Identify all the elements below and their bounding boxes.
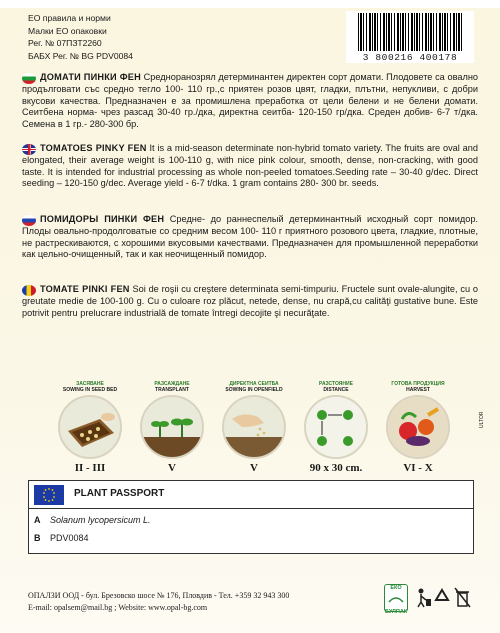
step-value: V bbox=[250, 462, 258, 474]
description-en bbox=[22, 143, 478, 190]
description-ru bbox=[22, 214, 478, 261]
barcode-bars bbox=[358, 13, 462, 51]
description-bg bbox=[22, 72, 478, 131]
spacing-icon bbox=[304, 395, 368, 459]
eko-label: БУЛПАК bbox=[385, 609, 408, 615]
title-ro: TOMATE PINKI FEN bbox=[40, 284, 130, 294]
header-line: Рег. № 07ПЗТ2260 bbox=[28, 38, 102, 48]
step-caption: ЗАСЯВАНЕ bbox=[76, 381, 104, 387]
recycling-icons bbox=[412, 586, 472, 608]
contact-line: E-mail: opalsem@mail.bg ; Website: www.opal-bg.com bbox=[28, 603, 208, 612]
step-value: II - III bbox=[74, 462, 106, 474]
step-caption: ДИРЕКТНА СЕИТБА bbox=[229, 381, 279, 387]
barcode-number: 3 800216 400178 bbox=[362, 52, 458, 63]
barcode bbox=[346, 11, 474, 63]
seed-tray-icon bbox=[58, 395, 122, 459]
registration-code: PDV0084 bbox=[50, 533, 89, 543]
text-ru: Средне- до раннеспелый детерминантный исходный сорт помидор. Плоды овально-продолговатые со средним весом 100- 110 г приятного розового цвета, гладкие, плотные, не растрескиваются, с хорошими вкусовыми качествами. Предназначен для промышленной переработки как цельно-очищенный, так и как неочищенный помидор. bbox=[22, 214, 478, 260]
text-en: It is a mid-season determinate non-hybrid tomato variety. The fruits are oval and elongated, their average weight is 100-110 g, with nice pink colour, smooth, dense, non-cracking, with good taste. It is intended for industrial processing as whole non-peeled tomatoes.Seeding rate – 30-40 g/dec. Direct seeding – 120-150 g/dec. Average yield - 6-7 t/dka. 1 gram contains 280- 300 br. seeds. bbox=[22, 143, 479, 189]
eko-label: ЕКО bbox=[390, 585, 402, 591]
step-caption: TRANSPLANT bbox=[155, 387, 189, 393]
hand-sowing-icon bbox=[222, 395, 286, 459]
step-sowing bbox=[52, 381, 128, 474]
step-value: VI - X bbox=[403, 462, 433, 474]
passport-title: PLANT PASSPORT bbox=[74, 488, 165, 499]
growing-steps bbox=[52, 381, 472, 481]
step-distance bbox=[298, 381, 374, 474]
passport-row-a bbox=[34, 515, 151, 525]
address-line: ОПАЛЗИ ООД - бул. Брезовско шосе № 176, Пловдив - Тел. +359 32 943 300 bbox=[28, 591, 290, 600]
title-bg: ДОМАТИ ПИНКИ ФЕН bbox=[40, 72, 141, 82]
step-caption: DISTANCE bbox=[323, 387, 349, 393]
seedling-icon bbox=[140, 395, 204, 459]
title-ru: ПОМИДОРЫ ПИНКИ ФЕН bbox=[40, 214, 165, 224]
eu-flag-icon bbox=[34, 485, 64, 505]
company-footer bbox=[28, 590, 289, 614]
text-ro: Soi de roşii cu creştere determinata semi-timpuriu. Fructele sunt ovale-alungite, cu o greutate medie de 100-100 g. Cu o culoare roz plăcut, netede, dense, nu crapă,cu calităţi gustative bune. Este potrivit pentru prelucrare industrială de tomate întregi decojite şi necurăţate. bbox=[22, 284, 478, 318]
step-value: 90 x 30 cm. bbox=[309, 462, 363, 474]
description-ro bbox=[22, 284, 478, 319]
botanical-name: Solanum lycopersicum L. bbox=[50, 515, 151, 525]
tidyman-icon bbox=[418, 589, 431, 608]
divider bbox=[29, 508, 473, 509]
step-caption: ГОТОВА ПРОДУКЦИЯ bbox=[391, 381, 445, 387]
perforated-edge bbox=[0, 0, 500, 8]
step-caption: SOWING IN OPENFIELD bbox=[225, 387, 283, 393]
step-value: V bbox=[168, 462, 176, 474]
uk-flag-icon bbox=[22, 144, 36, 155]
recycle-icon bbox=[436, 590, 448, 600]
text-bg: Средноранозрял детерминантен директен сорт домати. Плодовете са овално продълговати със средно тегло 100- 110 гр.,с приятен розов цвят, гладки, плътни, непукливи, с добри вкусови качества. Предназначен е за промишлена преработка от цели белени и не белени домати. Сеитбена норма- чрез разсад 30-40 гр./дка, директна сеитба- 120-150 гр/дка. Среден добив- 6-7 т/дка. Семена в 1 гр.- 280-300 бр. bbox=[22, 72, 479, 130]
registration-info bbox=[28, 12, 133, 62]
vegetables-icon bbox=[386, 395, 450, 459]
bulgarian-flag-icon bbox=[22, 73, 36, 84]
header-line: Малки ЕО опаковки bbox=[28, 25, 107, 36]
brand-mark: ULTOR bbox=[479, 411, 485, 428]
bin-icon bbox=[455, 588, 470, 607]
eko-bulpak-logo bbox=[384, 584, 408, 615]
step-direct-sowing bbox=[216, 381, 292, 474]
step-caption: SOWING IN SEED BED bbox=[62, 387, 118, 393]
russian-flag-icon bbox=[22, 215, 36, 226]
header-line: БАБХ Рег. № BG PDV0084 bbox=[28, 50, 133, 61]
step-caption: РАЗСАЖДАНЕ bbox=[154, 381, 190, 387]
title-en: TOMATOES PINKY FEN bbox=[40, 143, 147, 153]
step-harvest bbox=[380, 381, 456, 474]
plant-passport bbox=[28, 480, 474, 554]
passport-key: B bbox=[34, 533, 41, 543]
romanian-flag-icon bbox=[22, 285, 36, 296]
header-line: ЕО правила и норми bbox=[28, 13, 111, 23]
step-transplant bbox=[134, 381, 210, 474]
step-caption: РАЗСТОЯНИЕ bbox=[319, 381, 353, 387]
step-caption: HARVEST bbox=[406, 387, 430, 393]
passport-key: A bbox=[34, 515, 41, 525]
passport-row-b bbox=[34, 533, 89, 543]
